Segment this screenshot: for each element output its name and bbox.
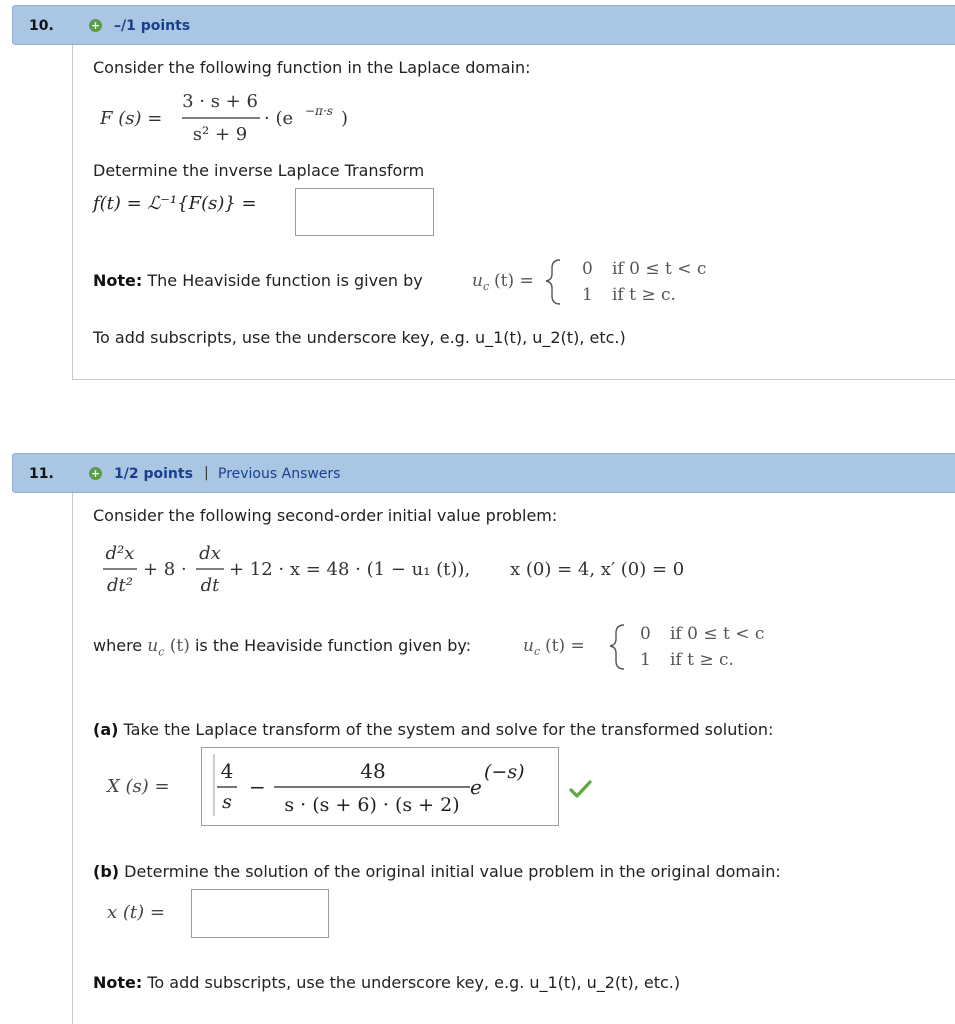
part-a-label: (a) [93, 720, 119, 739]
f-s-label: F (s) = [100, 108, 163, 129]
q11-intro: Consider the following second-order initial value problem: [93, 506, 558, 525]
svg-text:if t ≥ c.: if t ≥ c. [612, 285, 676, 305]
svg-text:1: 1 [582, 285, 593, 305]
f-denominator: s² + 9 [192, 124, 248, 145]
svg-text:0: 0 [640, 624, 651, 644]
part-b-prompt [93, 862, 781, 881]
exp-base: · (e [264, 108, 294, 129]
separator: | [204, 465, 209, 481]
x-t-label: x (t) = [107, 902, 165, 923]
svg-text:+ 8 ·: + 8 · [143, 559, 187, 580]
svg-text:e: e [470, 775, 482, 799]
part-a-answer-formula [202, 748, 558, 825]
svg-text:c: c [483, 280, 490, 293]
points-link[interactable]: –/1 points [114, 18, 191, 34]
svg-text:u: u [472, 271, 483, 291]
note-label: Note: [93, 271, 143, 290]
f-numerator: 3 · s + 6 [182, 91, 258, 112]
svg-text:48: 48 [360, 759, 386, 783]
plus-icon[interactable]: + [90, 467, 101, 480]
q10-note [93, 271, 423, 290]
svg-text:(t) =: (t) = [545, 636, 585, 656]
q10-subscripts-note: To add subscripts, use the underscore key, e.g. u_1(t), u_2(t), etc.) [93, 328, 626, 347]
checkmark-icon [569, 779, 593, 799]
part-b-label: (b) [93, 862, 120, 881]
q10-intro: Consider the following function in the Laplace domain: [93, 58, 531, 77]
svg-text:s: s [222, 791, 232, 813]
points-link[interactable]: 1/2 points [114, 466, 193, 482]
svg-text:4: 4 [220, 759, 234, 783]
question-10-header [12, 5, 955, 45]
svg-text:if 0 ≤ t < c: if 0 ≤ t < c [670, 624, 765, 644]
previous-answers-link[interactable]: Previous Answers [218, 466, 341, 482]
svg-text:d²x: d²x [105, 543, 135, 564]
svg-text:u: u [523, 636, 534, 656]
laplace-function-formula [100, 88, 370, 150]
svg-text:x (0) = 4, x′ (0) = 0: x (0) = 4, x′ (0) = 0 [510, 559, 685, 580]
question-number: 10. [29, 18, 54, 34]
svg-text:+ 12 · x = 48 · (1 − u₁ (t)),: + 12 · x = 48 · (1 − u₁ (t)), [229, 559, 471, 580]
brace [546, 260, 560, 304]
svg-text:if t ≥ c.: if t ≥ c. [670, 650, 734, 670]
inverse-laplace-answer-input[interactable] [295, 188, 434, 236]
part-b-text: Determine the solution of the original initial value problem in the original domain: [124, 862, 781, 881]
svg-text:c: c [534, 645, 541, 658]
svg-text:(t) =: (t) = [494, 271, 534, 291]
uc-symbol: $u_c$ (t) [147, 636, 190, 659]
svg-text:−: − [249, 775, 266, 799]
svg-text:(−s): (−s) [484, 761, 525, 783]
part-b-answer-input[interactable] [191, 889, 329, 938]
note-text: The Heaviside function is given by [147, 271, 423, 290]
plus-icon[interactable]: + [90, 19, 101, 32]
svg-text:dt: dt [200, 575, 220, 596]
note-label: Note: [93, 973, 143, 992]
q10-determine: Determine the inverse Laplace Transform [93, 161, 425, 180]
svg-text:0: 0 [582, 259, 593, 279]
inverse-laplace-label: f(t) = ℒ⁻¹{F(s)} = [93, 193, 257, 214]
question-11-header [12, 453, 955, 493]
svg-text:1: 1 [640, 650, 651, 670]
part-a-answer-input[interactable] [201, 747, 559, 826]
exp-close: ) [341, 108, 349, 129]
q11-where-text: where $u_c$ (t) is the Heaviside function given by: [93, 636, 472, 659]
brace [610, 625, 624, 669]
part-a-text: Take the Laplace transform of the system and solve for the transformed solution: [123, 720, 774, 739]
question-number: 11. [29, 466, 54, 482]
note-text: To add subscripts, use the underscore key, e.g. u_1(t), u_2(t), etc.) [147, 973, 681, 992]
svg-text:dx: dx [199, 543, 221, 564]
svg-text:dt²: dt² [107, 575, 133, 596]
q11-note [93, 973, 680, 992]
X-s-label: X (s) = [107, 776, 170, 797]
ode-formula [100, 540, 720, 600]
svg-text:if 0 ≤ t < c: if 0 ≤ t < c [612, 259, 707, 279]
exp-power: −π·s [305, 104, 333, 118]
heaviside-definition-10 [472, 252, 732, 310]
part-a-prompt [93, 720, 773, 739]
heaviside-definition-11 [523, 617, 793, 675]
svg-text:s · (s + 6) · (s + 2): s · (s + 6) · (s + 2) [284, 794, 460, 816]
